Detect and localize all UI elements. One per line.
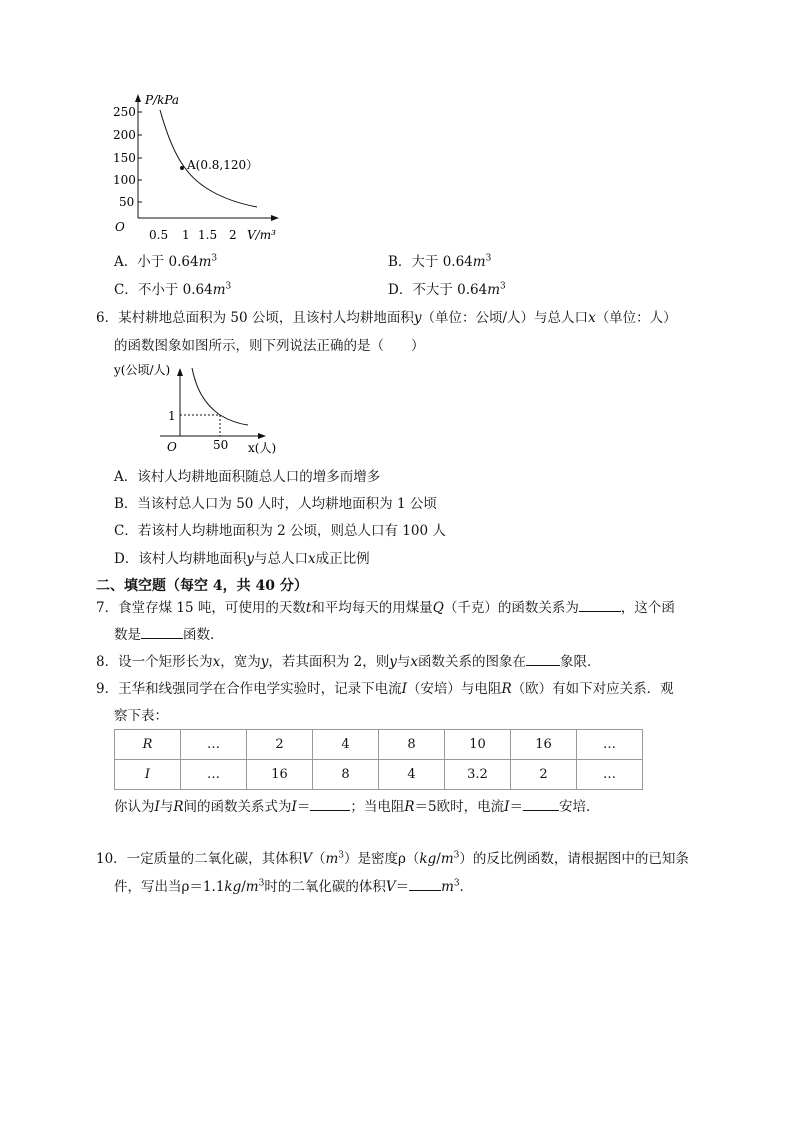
y-axis-label: P/kPa [145, 93, 180, 107]
q8-blank[interactable] [526, 653, 560, 666]
resistance-current-table [114, 729, 643, 790]
q7-line-2: 数是 函数． [114, 627, 224, 643]
q7-line-1: 7．食堂存煤 15 吨，可使用的天数t和平均每天的用煤量Q（千克）的函数关系为 ，这个函 [96, 600, 675, 616]
table-cell: 16 [247, 760, 313, 790]
q5-option-b: B．大于 $0.64m^3$ [388, 253, 492, 270]
q10-line-2: 件，写出当$\rho=1.1kg/m^3$时的二氧化碳的体积$V= m^3$． [114, 878, 474, 895]
q6-option-c: C．若该村人均耕地面积为 2 公顷，则总人口有 100 人 [114, 523, 446, 539]
q5-option-c: C．不小于 $0.64m^3$ [114, 281, 232, 298]
x-tick-1: 1 [182, 228, 190, 242]
y-tick-150: 150 [113, 151, 136, 165]
table-cell: … [181, 760, 247, 790]
section-title: 二、填空题（每空 4，共 40 分） [96, 578, 308, 594]
q5-option-a: A．小于 $0.64m^3$ [114, 253, 218, 270]
point-a [180, 166, 184, 170]
table-cell: 8 [379, 730, 445, 760]
farmland-graph [112, 358, 287, 458]
table-cell: 3.2 [445, 760, 511, 790]
q6-line-2: 的函数图象如图所示，则下列说法正确的是（ ） [114, 338, 425, 354]
q5-option-d: D．不大于 $0.64m^3$ [388, 281, 506, 298]
y-tick-250: 250 [113, 105, 136, 119]
origin-label-2: O [167, 440, 177, 454]
q6-option-b: B．当该村总人口为 50 人时，人均耕地面积为 1 公顷 [114, 496, 437, 512]
q10-blank[interactable] [409, 878, 441, 891]
x-tick-2: 2 [229, 228, 237, 242]
q7-blank-1[interactable] [579, 599, 621, 612]
table-row [115, 730, 643, 760]
pressure-volume-graph [105, 90, 295, 245]
table-row [115, 760, 643, 790]
table-cell: 2 [511, 760, 577, 790]
table-cell: 4 [379, 760, 445, 790]
y-tick-200: 200 [113, 128, 136, 142]
point-a-label: A(0.8,120） [187, 158, 259, 172]
x-tick-1-5: 1.5 [198, 228, 218, 242]
q9-answer-line: 你认为I与R间的函数关系式为I＝ ；当电阻R＝5欧时，电流I＝ 安培． [114, 799, 600, 815]
x-axis-arrow [271, 215, 279, 221]
q9-line-2: 察下表： [114, 708, 168, 724]
table-cell: 16 [511, 730, 577, 760]
origin-label: O [115, 220, 125, 234]
table-cell: 2 [247, 730, 313, 760]
x-tick-0-5: 0.5 [149, 228, 169, 242]
table-cell: R [115, 730, 181, 760]
q9-line-1: 9．王华和线强同学在合作电学实验时，记录下电流I（安培）与电阻R（欧）有如下对应关系．观 [96, 681, 674, 697]
q6-option-a: A．该村人均耕地面积随总人口的增多而增多 [114, 469, 381, 485]
table-cell: 10 [445, 730, 511, 760]
y-tick-1: 1 [168, 409, 176, 423]
q6-line-1: 6．某村耕地总面积为 50 公顷，且该村人均耕地面积y（单位：公顷/人）与总人口x（单位：人） [96, 310, 677, 326]
q9-blank-2[interactable] [523, 798, 559, 811]
y-axis-arrow [135, 94, 141, 102]
table-cell: I [115, 760, 181, 790]
x-axis-label: V/m³ [247, 228, 276, 242]
table-cell: … [577, 760, 643, 790]
table-cell: 4 [313, 730, 379, 760]
q8-line: 8．设一个矩形长为x，宽为y，若其面积为 2，则y与x函数关系的图象在 象限． [96, 654, 601, 670]
q10-line-1: 10．一定质量的二氧化碳，其体积$V(m^3)$是密度$\rho(kg/m^3)$的反比例函数，请根据图中的已知条 [96, 850, 689, 867]
x-tick-50: 50 [213, 438, 229, 452]
x-axis-label-2: x(人) [248, 441, 277, 455]
y-tick-100: 100 [113, 173, 136, 187]
table-cell: … [181, 730, 247, 760]
table-cell: 8 [313, 760, 379, 790]
y-tick-50: 50 [119, 195, 135, 209]
y-axis-label-2: y(公顷/人) [114, 363, 171, 377]
q6-option-d: D．该村人均耕地面积y与总人口x成正比例 [114, 551, 370, 567]
table-cell: … [577, 730, 643, 760]
q9-blank-1[interactable] [310, 798, 350, 811]
q7-blank-2[interactable] [141, 626, 183, 639]
